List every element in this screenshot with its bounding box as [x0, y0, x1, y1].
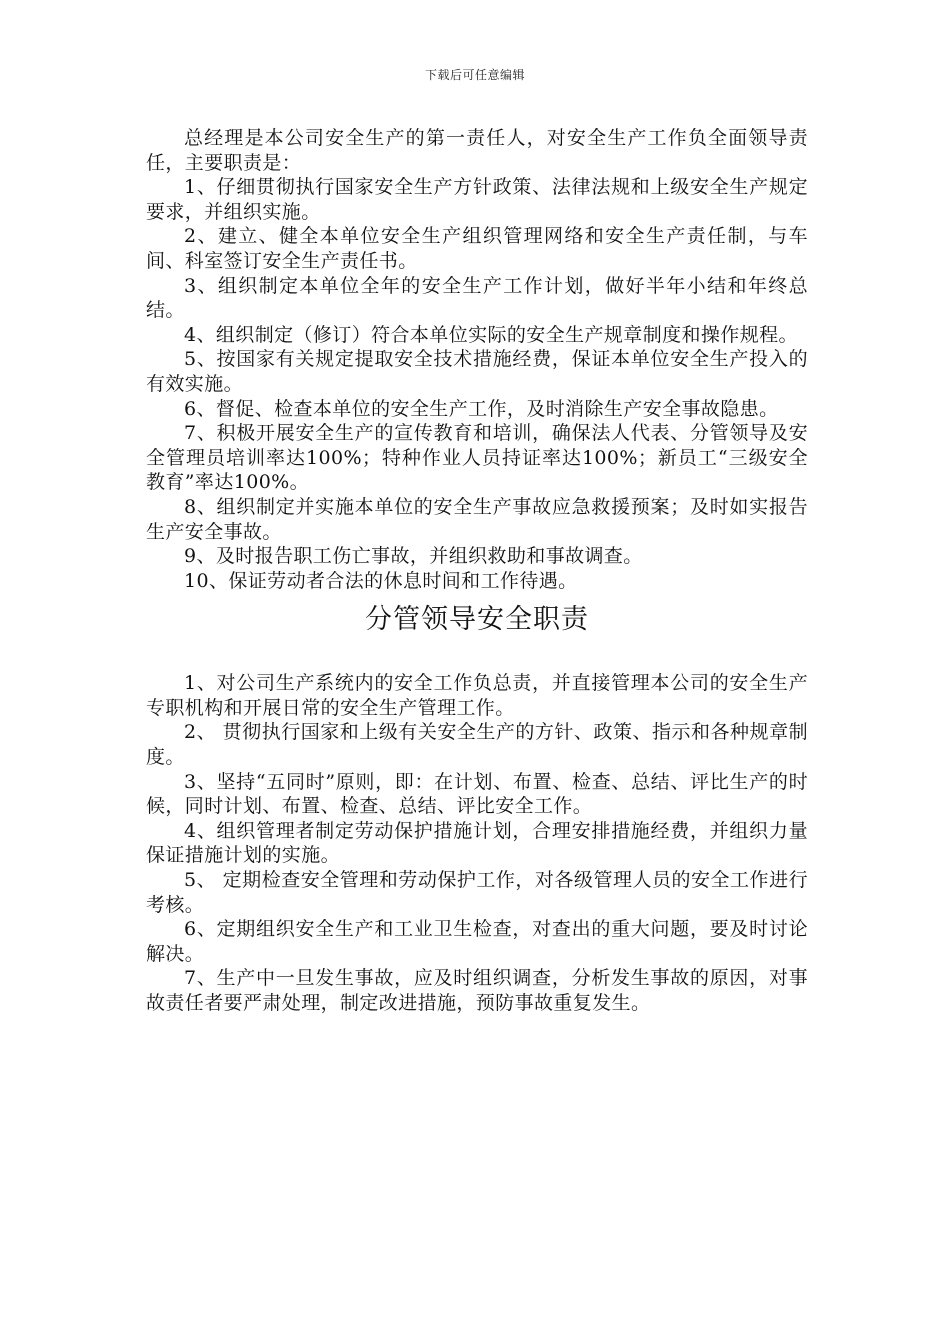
duty-item-6: 6、督促、检查本单位的安全生产工作，及时消除生产安全事故隐患。: [184, 397, 779, 420]
duty-item-7: 7、积极开展安全生产的宣传教育和培训，确保法人代表、分管领导及安全管理员培训率达100%；特种作业人员持证率达100%；新员工“三级安全教育”率达100%。: [146, 422, 808, 494]
deputy-leader-duties-section: [146, 671, 808, 1015]
leader-duty-item-7: 7、生产中一旦发生事故，应及时组织调查，分析发生事故的原因，对事故责任者要严肃处理，制定改进措施，预防事故重复发生。: [146, 967, 808, 1014]
duty-item-3: 3、组织制定本单位全年的安全生产工作计划，做好半年小结和年终总结。: [146, 274, 808, 322]
leader-duty-item-6: 6、定期组织安全生产和工业卫生检查，对查出的重大问题，要及时讨论解决。: [146, 918, 808, 965]
duty-item-4: 4、组织制定（修订）符合本单位实际的安全生产规章制度和操作规程。: [184, 323, 798, 346]
page-header: 下载后可任意编辑: [424, 68, 525, 82]
section-title: 分管领导安全职责: [365, 604, 589, 636]
leader-duty-item-2: 2、 贯彻执行国家和上级有关安全生产的方针、政策、指示和各种规章制度。: [146, 721, 808, 769]
leader-duty-item-4: 4、组织管理者制定劳动保护措施计划，合理安排措施经费，并组织力量保证措施计划的实施。: [146, 819, 808, 867]
duty-item-10: 10、保证劳动者合法的休息时间和工作待遇。: [184, 569, 578, 592]
duty-item-8: 8、组织制定并实施本单位的安全生产事故应急救援预案；及时如实报告生产安全事故。: [146, 495, 808, 543]
leader-duty-item-3: 3、坚持“五同时”原则，即：在计划、布置、检查、总结、评比生产的时候，同时计划、布置、检查、总结、评比安全工作。: [146, 770, 808, 818]
document-body: [146, 126, 808, 1016]
duty-item-1: 1、仔细贯彻执行国家安全生产方针政策、法律法规和上级安全生产规定要求，并组织实施。: [146, 176, 808, 223]
leader-duty-item-5: 5、 定期检查安全管理和劳动保护工作，对各级管理人员的安全工作进行考核。: [146, 869, 808, 916]
duty-item-9: 9、及时报告职工伤亡事故，并组织救助和事故调查。: [184, 545, 643, 568]
paragraph-intro: 总经理是本公司安全生产的第一责任人，对安全生产工作负全面领导责任，主要职责是：: [146, 127, 808, 174]
duty-item-5: 5、按国家有关规定提取安全技术措施经费，保证本单位安全生产投入的有效实施。: [146, 348, 808, 395]
duty-item-2: 2、建立、健全本单位安全生产组织管理网络和安全生产责任制，与车间、科室签订安全生产责任书。: [146, 225, 808, 272]
leader-duty-item-1: 1、对公司生产系统内的安全工作负总责，并直接管理本公司的安全生产专职机构和开展日常的安全生产管理工作。: [146, 672, 808, 719]
general-manager-duties-section: [146, 126, 808, 593]
